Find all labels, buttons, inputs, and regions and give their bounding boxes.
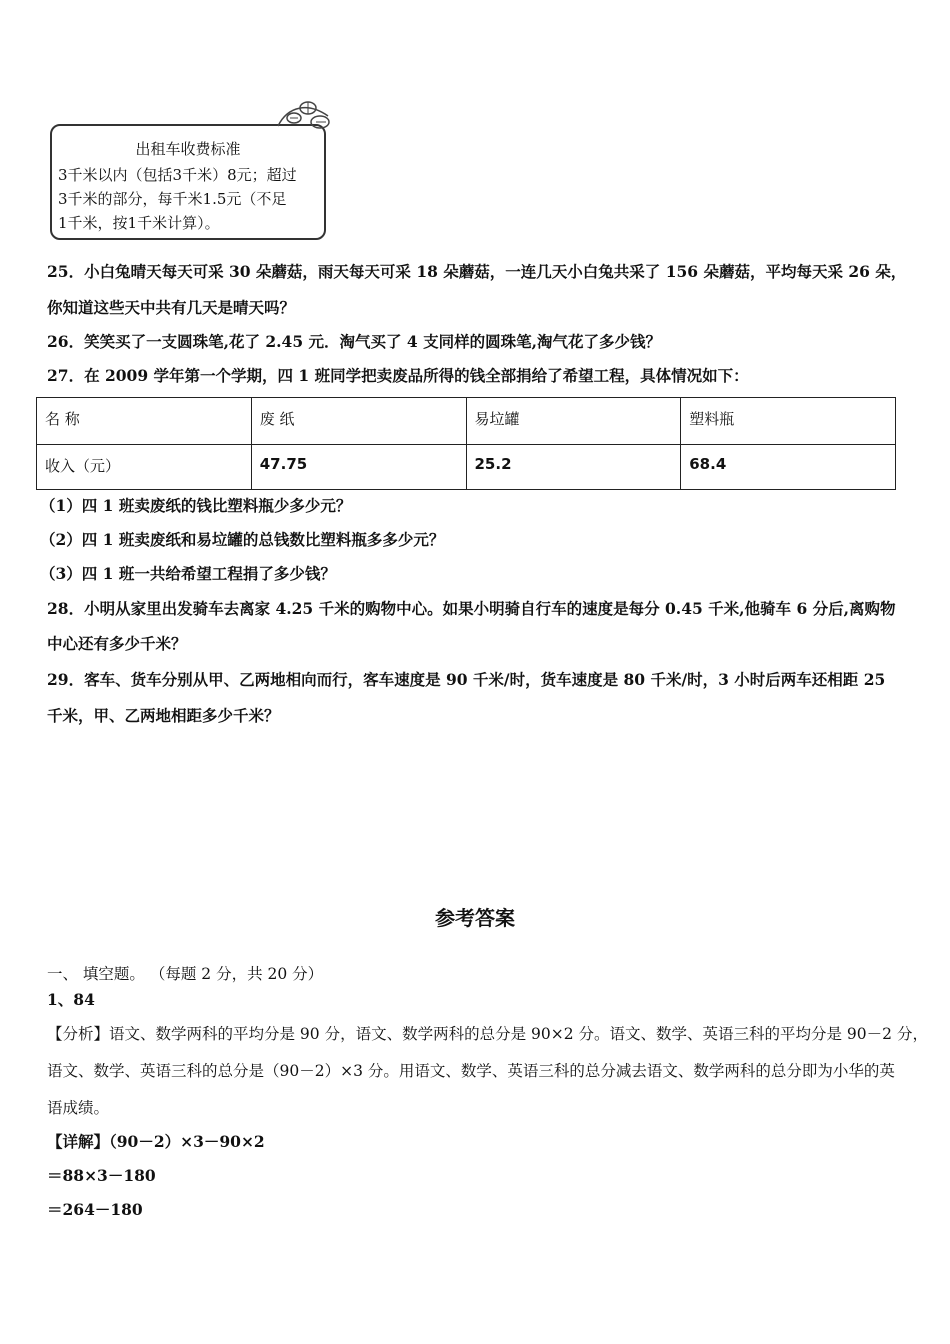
answer-item-1: 1、84 [47, 990, 95, 1009]
question-25-line1: 25．小白兔晴天每天可采 30 朵蘑菇，雨天每天可采 18 朵蘑菇，一连几天小白兔共采了 156 朵蘑菇，平均每天采 26 朵， [47, 262, 907, 281]
question-29-line2: 千米，甲、乙两地相距多少千米？ [47, 706, 280, 725]
table-row [37, 445, 896, 490]
detail-line1: 【详解】（90－2）×3－90×2 [47, 1132, 265, 1151]
analysis-line2: 语文、数学、英语三科的总分是（90－2）×3 分。用语文、数学、英语三科的总分减去语文、数学两科的总分即为小华的英 [47, 1062, 895, 1080]
detail-line2: ＝88×3－180 [47, 1166, 156, 1185]
notice-title: 出租车收费标准 [135, 140, 241, 158]
table-cell: 收入（元） [37, 445, 252, 490]
income-table [36, 397, 896, 490]
detail-line3: ＝264－180 [47, 1200, 143, 1219]
table-cell: 25.2 [466, 445, 681, 490]
table-cell: 68.4 [681, 445, 896, 490]
question-28-line1: 28．小明从家里出发骑车去离家 4.25 千米的购物中心。如果小明骑自行车的速度是每分 0.45 千米,他骑车 6 分后,离购物 [47, 599, 896, 618]
notice-line: 1千米，按1千米计算）。 [58, 214, 220, 232]
question-25-line2: 你知道这些天中共有几天是晴天吗？ [47, 298, 296, 317]
leaf-decoration-icon [268, 96, 338, 140]
table-header-cell: 塑料瓶 [681, 398, 896, 445]
question-27: 27．在 2009 学年第一个学期，四 1 班同学把卖废品所得的钱全部捐给了希望工程，具体情况如下： [47, 366, 749, 385]
question-27-sub2: （2）四 1 班卖废纸和易垃罐的总钱数比塑料瓶多多少元？ [40, 530, 445, 549]
question-28-line2: 中心还有多少千米？ [47, 634, 187, 653]
table-cell: 47.75 [251, 445, 466, 490]
table-header-cell: 名 称 [37, 398, 252, 445]
question-27-sub3: （3）四 1 班一共给希望工程捐了多少钱？ [40, 564, 336, 583]
question-29-line1: 29．客车、货车分别从甲、乙两地相向而行，客车速度是 90 千米/时，货车速度是 80 千米/时，3 小时后两车还相距 25 [47, 670, 886, 689]
table-header-row [37, 398, 896, 445]
answers-heading: 参考答案 [435, 906, 515, 930]
analysis-line3: 语成绩。 [47, 1099, 110, 1117]
answers-section-title: 一、 填空题。 （每题 2 分，共 20 分） [47, 965, 324, 983]
analysis-line1: 【分析】语文、数学两科的平均分是 90 分，语文、数学两科的总分是 90×2 分。语文、数学、英语三科的平均分是 90－2 分， [47, 1025, 928, 1043]
notice-line: 3千米的部分，每千米1.5元（不足 [58, 190, 287, 208]
notice-line: 3千米以内（包括3千米）8元；超过 [58, 166, 297, 184]
table-header-cell: 易垃罐 [466, 398, 681, 445]
question-26: 26．笑笑买了一支圆珠笔,花了 2.45 元．淘气买了 4 支同样的圆珠笔,淘气花了多少钱？ [47, 332, 661, 351]
question-27-sub1: （1）四 1 班卖废纸的钱比塑料瓶少多少元？ [40, 496, 352, 515]
taxi-fare-notice [50, 124, 326, 240]
table-header-cell: 废 纸 [251, 398, 466, 445]
